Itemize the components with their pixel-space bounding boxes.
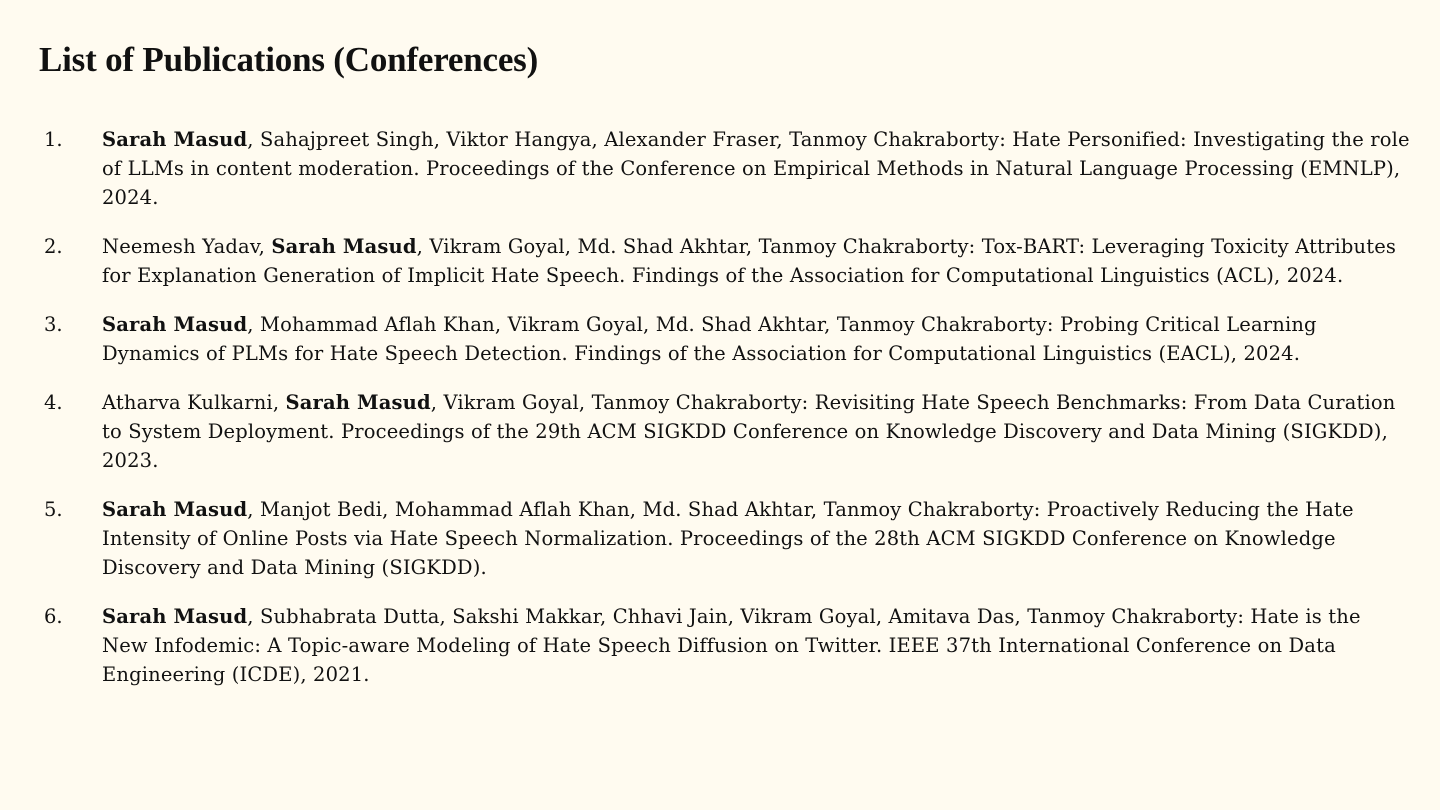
citation-rest: , Subhabrata Dutta, Sakshi Makkar, Chhavi Jain, Vikram Goyal, Amitava Das, Tanmoy Chakraborty: Hate is the New Infodemic: A Topic-aware Modeling of Hate Speech Diffusion on Twitter. IEEE 37th International Conference on Data Engineering (ICDE), 2021. bbox=[102, 605, 1361, 686]
highlighted-author: Sarah Masud bbox=[285, 391, 431, 414]
citation-rest: , Vikram Goyal, Md. Shad Akhtar, Tanmoy Chakraborty: Tox-BART: Leveraging Toxicity Attributes for Explanation Generation of Implicit Hate Speech. Findings of the Association for Computational Linguistics (ACL), 2024. bbox=[102, 235, 1397, 287]
list-item bbox=[39, 125, 1412, 212]
page-title: List of Publications (Conferences) bbox=[39, 40, 539, 79]
list-item bbox=[39, 232, 1412, 290]
citation-rest: , Mohammad Aflah Khan, Vikram Goyal, Md. Shad Akhtar, Tanmoy Chakraborty: Probing Critical Learning Dynamics of PLMs for Hate Speech Detection. Findings of the Association for Computational Linguistics (EACL), 2024. bbox=[102, 313, 1317, 365]
publication-citation bbox=[102, 388, 1412, 475]
publication-citation bbox=[102, 125, 1412, 212]
highlighted-author: Sarah Masud bbox=[102, 498, 248, 521]
highlighted-author: Sarah Masud bbox=[102, 605, 248, 628]
list-item bbox=[39, 602, 1412, 689]
list-item-number: 6. bbox=[44, 605, 63, 628]
publication-citation bbox=[102, 495, 1412, 582]
publication-citation bbox=[102, 310, 1412, 368]
citation-lead-authors: Neemesh Yadav, bbox=[102, 235, 272, 258]
list-item-number: 1. bbox=[44, 128, 63, 151]
citation-rest: , Manjot Bedi, Mohammad Aflah Khan, Md. Shad Akhtar, Tanmoy Chakraborty: Proactively Reducing the Hate Intensity of Online Posts via Hate Speech Normalization. Proceedings of the 28th ACM SIGKDD Conference on Knowledge Discovery and Data Mining (SIGKDD). bbox=[102, 498, 1354, 579]
highlighted-author: Sarah Masud bbox=[102, 313, 248, 336]
list-item bbox=[39, 495, 1412, 582]
list-item-number: 4. bbox=[44, 391, 63, 414]
citation-lead-authors: Atharva Kulkarni, bbox=[102, 391, 286, 414]
publication-citation bbox=[102, 602, 1412, 689]
list-item bbox=[39, 310, 1412, 368]
highlighted-author: Sarah Masud bbox=[271, 235, 417, 258]
highlighted-author: Sarah Masud bbox=[102, 128, 248, 151]
citation-rest: , Sahajpreet Singh, Viktor Hangya, Alexander Fraser, Tanmoy Chakraborty: Hate Personified: Investigating the role of LLMs in content moderation. Proceedings of the Conference on Empirical Methods in Natural Language Processing (EMNLP), 2024. bbox=[102, 128, 1410, 209]
list-item-number: 2. bbox=[44, 235, 63, 258]
citation-rest: , Vikram Goyal, Tanmoy Chakraborty: Revisiting Hate Speech Benchmarks: From Data Curation to System Deployment. Proceedings of the 29th ACM SIGKDD Conference on Knowledge Discovery and Data Mining (SIGKDD), 2023. bbox=[102, 391, 1396, 472]
list-item bbox=[39, 388, 1412, 475]
publication-list bbox=[39, 125, 1412, 689]
list-item-number: 5. bbox=[44, 498, 63, 521]
list-item-number: 3. bbox=[44, 313, 63, 336]
publication-citation bbox=[102, 232, 1412, 290]
